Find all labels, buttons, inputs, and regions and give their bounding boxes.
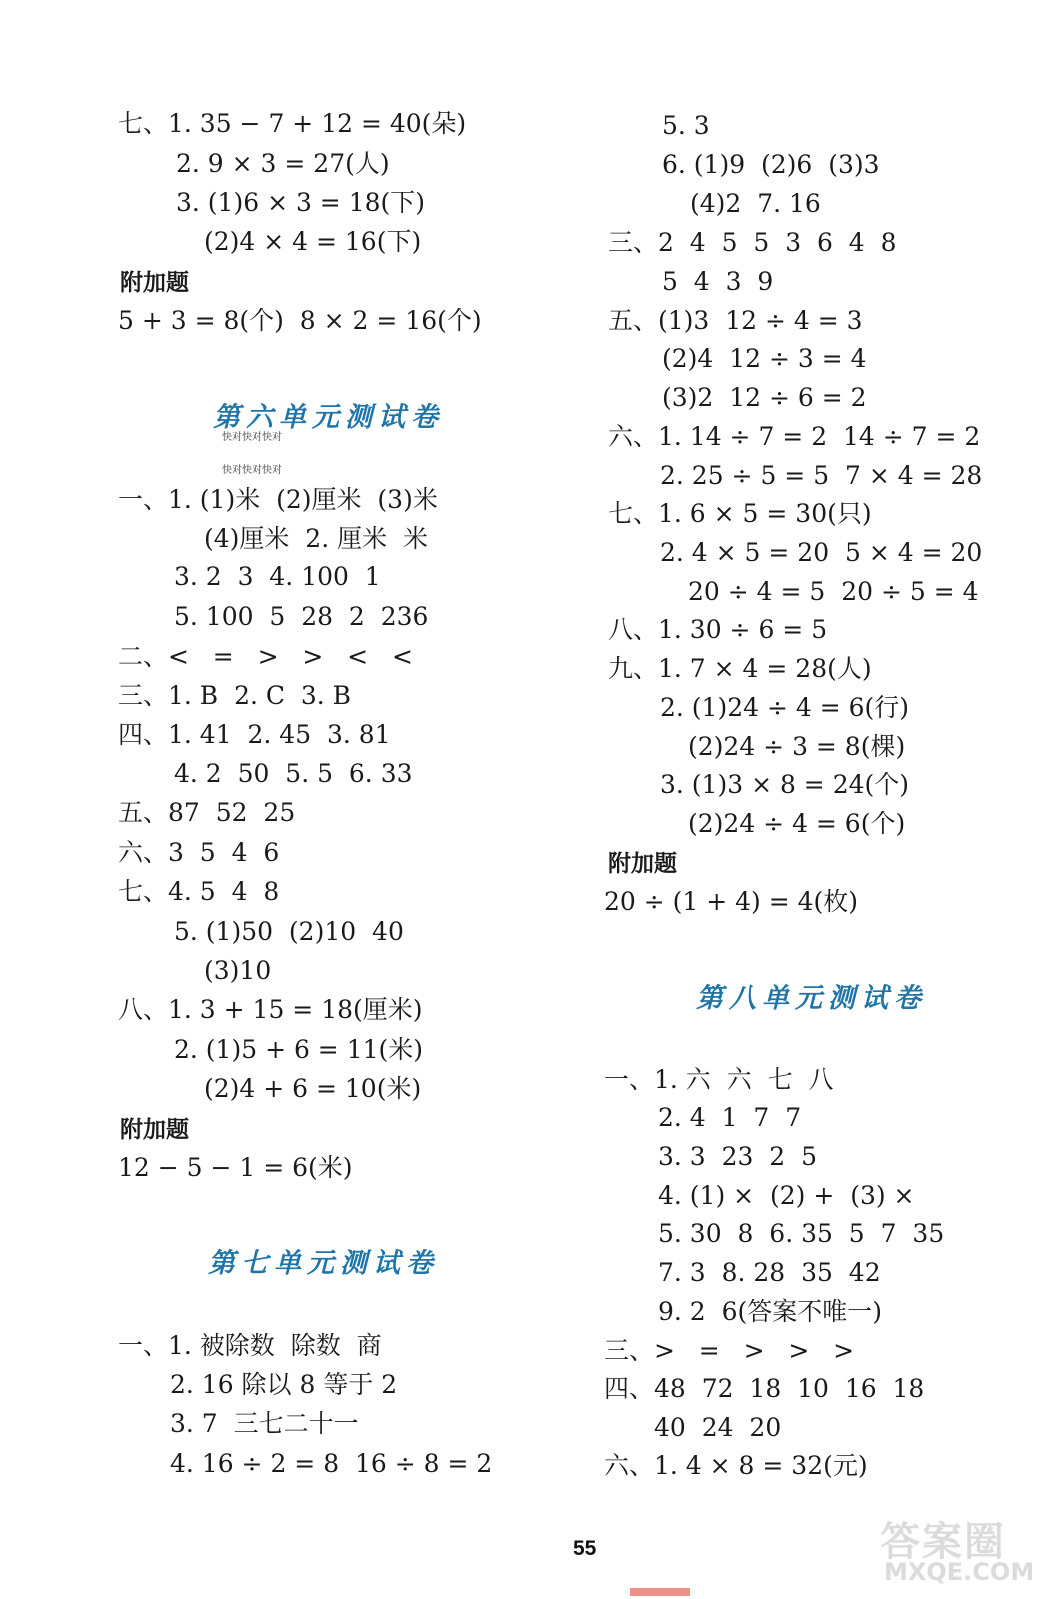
answer-line: 4. 16 ÷ 2 = 8 16 ÷ 8 = 2 (170, 1449, 493, 1478)
answer-line: 6. (1)9 (2)6 (3)3 (662, 150, 880, 179)
answer-line: 六、3 5 4 6 (118, 838, 280, 867)
answer-line: 2. (1)5 + 6 = 11(米) (174, 1035, 424, 1064)
answer-line: (2)4 12 ÷ 3 = 4 (662, 344, 867, 373)
answer-line: 4. (1) × (2) + (3) × (658, 1181, 915, 1210)
answer-line: 3. 3 23 2 5 (658, 1142, 818, 1171)
answer-line: 三、1. B 2. C 3. B (118, 681, 352, 710)
answer-line: 五、(1)3 12 ÷ 4 = 3 (608, 306, 863, 335)
answer-line: 一、1. (1)米 (2)厘米 (3)米 (118, 485, 438, 514)
answer-line: 2. (1)24 ÷ 4 = 6(行) (660, 693, 910, 722)
answer-line: (3)10 (204, 956, 272, 985)
answer-line: 六、1. 14 ÷ 7 = 2 14 ÷ 7 = 2 (608, 422, 981, 451)
answer-line: 5 4 3 9 (662, 267, 774, 296)
answer-line: (2)4 + 6 = 10(米) (204, 1074, 422, 1103)
answer-line: 5. (1)50 (2)10 40 (174, 917, 404, 946)
bonus-answer: 5 + 3 = 8(个) 8 × 2 = 16(个) (118, 306, 482, 335)
stamp-line: 快对快对快对 (222, 432, 282, 443)
bonus-answer: 12 − 5 − 1 = 6(米) (118, 1153, 353, 1182)
answer-line: 一、1. 被除数 除数 商 (118, 1331, 382, 1360)
answer-line: (3)2 12 ÷ 6 = 2 (662, 383, 867, 412)
bottom-edge-mark (630, 1588, 690, 1596)
watermark-url: MXQE.COM (884, 1558, 1035, 1586)
answer-line: (2)24 ÷ 4 = 6(个) (688, 809, 906, 838)
answer-line: 五、87 52 25 (118, 798, 296, 827)
answer-line: 九、1. 7 × 4 = 28(人) (608, 654, 872, 683)
bonus-answer: 20 ÷ (1 + 4) = 4(枚) (604, 887, 859, 916)
answer-line: 3. 7 三七二十一 (170, 1409, 359, 1438)
answer-line: 三、2 4 5 5 3 6 4 8 (608, 228, 897, 257)
section-heading-unit7: 第七单元测试卷 (208, 1248, 439, 1279)
answer-line: 5. 100 5 28 2 236 (174, 602, 429, 631)
answer-line: 七、1. 35 − 7 + 12 = 40(朵) (118, 109, 467, 138)
answer-line: 2. 4 1 7 7 (658, 1103, 802, 1132)
bonus-label: 附加题 (608, 851, 677, 877)
section-heading-unit8: 第八单元测试卷 (696, 983, 927, 1014)
watermark (880, 1510, 1050, 1595)
answer-line: 3. 2 3 4. 100 1 (174, 562, 381, 591)
answer-line: 七、4. 5 4 8 (118, 877, 280, 906)
answer-line: 5. 3 (662, 111, 710, 140)
answer-line: (4)2 7. 16 (690, 189, 821, 218)
answer-line: 八、1. 30 ÷ 6 = 5 (608, 615, 828, 644)
answer-line: 9. 2 6(答案不唯一) (658, 1297, 883, 1326)
answer-line: (2)4 × 4 = 16(下) (204, 227, 422, 256)
answer-line: 六、1. 4 × 8 = 32(元) (604, 1451, 868, 1480)
answer-line: 3. (1)3 × 8 = 24(个) (660, 770, 910, 799)
watermark-logo-text: 答案圈 (880, 1519, 1006, 1565)
answer-line: 2. 9 × 3 = 27(人) (176, 149, 390, 178)
answer-line: (2)24 ÷ 3 = 8(棵) (688, 732, 906, 761)
answer-line: 七、1. 6 × 5 = 30(只) (608, 499, 872, 528)
bonus-label: 附加题 (120, 270, 189, 296)
answer-line: 4. 2 50 5. 5 6. 33 (174, 759, 413, 788)
section-heading-unit6: 第六单元测试卷 (213, 402, 444, 433)
answer-line: 四、48 72 18 10 16 18 (604, 1374, 925, 1403)
answer-line: 5. 30 8 6. 35 5 7 35 (658, 1219, 945, 1248)
answer-line: 7. 3 8. 28 35 42 (658, 1258, 881, 1287)
answer-line: 2. 16 除以 8 等于 2 (170, 1370, 398, 1399)
answer-line: 二、< = > > < < (118, 642, 413, 671)
answer-line: 四、1. 41 2. 45 3. 81 (118, 720, 391, 749)
stamp-line: 快对快对快对 (222, 465, 282, 476)
answer-line: 40 24 20 (654, 1413, 782, 1442)
bonus-label: 附加题 (120, 1117, 189, 1143)
answer-line: 2. 4 × 5 = 20 5 × 4 = 20 (660, 538, 983, 567)
page-number: 55 (573, 1537, 597, 1560)
answer-line: (4)厘米 2. 厘米 米 (204, 524, 428, 553)
answer-line: 一、1. 六 六 七 八 (604, 1065, 834, 1094)
answer-line: 3. (1)6 × 3 = 18(下) (176, 188, 426, 217)
answer-line: 三、> = > > > (604, 1336, 855, 1365)
answer-line: 20 ÷ 4 = 5 20 ÷ 5 = 4 (688, 577, 979, 606)
answer-line: 2. 25 ÷ 5 = 5 7 × 4 = 28 (660, 461, 983, 490)
answer-line: 八、1. 3 + 15 = 18(厘米) (118, 995, 423, 1024)
